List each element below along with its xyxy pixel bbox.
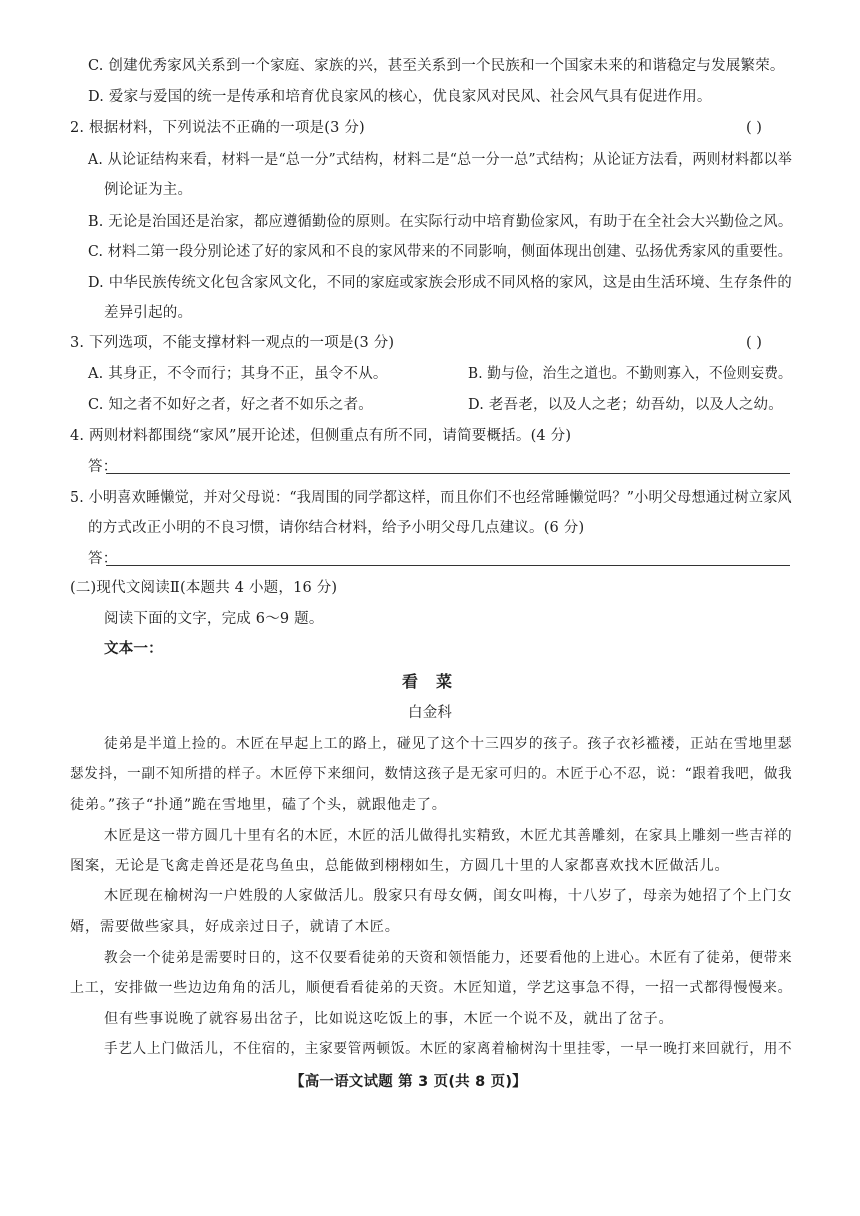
q3-option-c: C. 知之者不如好之者，好之者不如乐之者。 [88, 397, 373, 413]
story-line: 瑟发抖，一副不知所措的样子。木匠停下来细问，数情这孩子是无家可归的。木匠于心不忍，说：“跟着我吧，做我 [70, 766, 793, 782]
story-line: 木匠是这一带方圆几十里有名的木匠，木匠的活儿做得扎实精致，木匠尤其善雕刻，在家具上雕刻一些吉祥的 [104, 828, 793, 844]
q5-answer-line[interactable] [106, 565, 790, 566]
q4-stem: 4. 两则材料都围绕“家风”展开论述，但侧重点有所不同，请简要概括。(4 分) [70, 428, 572, 444]
story-line: 上工，安排做一些边边角角的活儿，顺便看看徒弟的天资。木匠知道，学艺这事急不得，一招一式都得慢慢来。 [70, 980, 793, 996]
story-line: 徒弟。”孩子“扑通”跪在雪地里，磕了个头，就跟他走了。 [70, 797, 447, 813]
story-line: 木匠现在榆树沟一户姓殷的人家做活儿。殷家只有母女俩，闺女叫梅，十八岁了，母亲为她招了个上门女 [104, 888, 793, 904]
q5-stem-line2: 的方式改正小明的不良习惯，请你结合材料，给予小明父母几点建议。(6 分) [88, 520, 585, 536]
story-line: 婿，需要做些家具，好成亲过日子，就请了木匠。 [70, 919, 400, 935]
q3-option-a: A. 其身正，不令而行；其身不正，虽令不从。 [88, 366, 388, 382]
story-line: 徒弟是半道上捡的。木匠在早起上工的路上，碰见了这个十三四岁的孩子。孩子衣衫褴褛，正站在雪地里瑟 [104, 736, 793, 752]
q4-answer-label: 答： [88, 459, 118, 475]
q3-option-d: D. 老吾老，以及人之老；幼吾幼，以及人之幼。 [468, 397, 783, 413]
q3-answer-bracket[interactable]: ( ) [746, 335, 762, 351]
q2-option-c: C. 材料二第一段分别论述了好的家风和不良的家风带来的不同影响，侧面体现出创建、弘扬优秀家风的重要性。 [88, 244, 793, 260]
text-one-label: 文本一： [104, 641, 163, 657]
story-title: 看菜 [402, 672, 471, 691]
story-line: 图案，无论是飞禽走兽还是花鸟鱼虫，总能做到栩栩如生，方圆几十里的人家都喜欢找木匠做活儿。 [70, 858, 730, 874]
q2-stem: 2. 根据材料，下列说法不正确的一项是(3 分) [70, 120, 365, 136]
story-line: 手艺人上门做活儿，不住宿的，主家要管两顿饭。木匠的家离着榆树沟十里挂零，一早一晚打来回就行，用不 [104, 1041, 793, 1057]
q5-stem-line1: 5. 小明喜欢睡懒觉，并对父母说：“我周围的同学都这样，而且你们不也经常睡懒觉吗？”小明父母想通过树立家风 [70, 490, 792, 506]
q3-option-b: B. 勤与俭，治生之道也。不勤则寡入，不俭则妄费。 [468, 366, 792, 382]
q2-option-a-line1: A. 从论证结构来看，材料一是“总一分”式结构，材料二是“总一分一总”式结构；从论证方法看，两则材料都以举 [88, 152, 792, 168]
story-line: 但有些事说晚了就容易出岔子，比如说这吃饭上的事，木匠一个说不及，就出了岔子。 [104, 1011, 674, 1027]
q2-option-a-line2: 例论证为主。 [104, 182, 193, 198]
section2-instruction: 阅读下面的文字，完成 6～9 题。 [104, 611, 324, 627]
q1-option-d: D. 爱家与爱国的统一是传承和培育优良家风的核心，优良家风对民风、社会风气具有促进作用。 [88, 89, 712, 105]
section2-heading: (二)现代文阅读Ⅱ(本题共 4 小题，16 分) [70, 580, 338, 596]
q2-option-d-line1: D. 中华民族传统文化包含家风文化，不同的家庭或家族会形成不同风格的家风，这是由生活环境、生存条件的 [88, 275, 792, 291]
story-line: 教会一个徒弟是需要时日的，这不仅要看徒弟的天资和领悟能力，还要看他的上进心。木匠有了徒弟，便带来 [104, 950, 793, 966]
q2-option-d-line2: 差异引起的。 [104, 305, 193, 321]
q3-stem: 3. 下列选项，不能支撑材料一观点的一项是(3 分) [70, 335, 395, 351]
q4-answer-line[interactable] [106, 473, 790, 474]
page-footer: 【高一语文试题 第 3 页(共 8 页)】 [290, 1074, 527, 1090]
q2-option-b: B. 无论是治国还是治家，都应遵循勤俭的原则。在实际行动中培育勤俭家风，有助于在全社会大兴勤俭之风。 [88, 214, 793, 230]
q2-answer-bracket[interactable]: ( ) [746, 120, 762, 136]
q5-answer-label: 答： [88, 551, 118, 567]
q1-option-c: C. 创建优秀家风关系到一个家庭、家族的兴，甚至关系到一个民族和一个国家未来的和谐稳定与发展繁荣。 [88, 58, 785, 74]
story-author: 白金科 [408, 705, 453, 721]
